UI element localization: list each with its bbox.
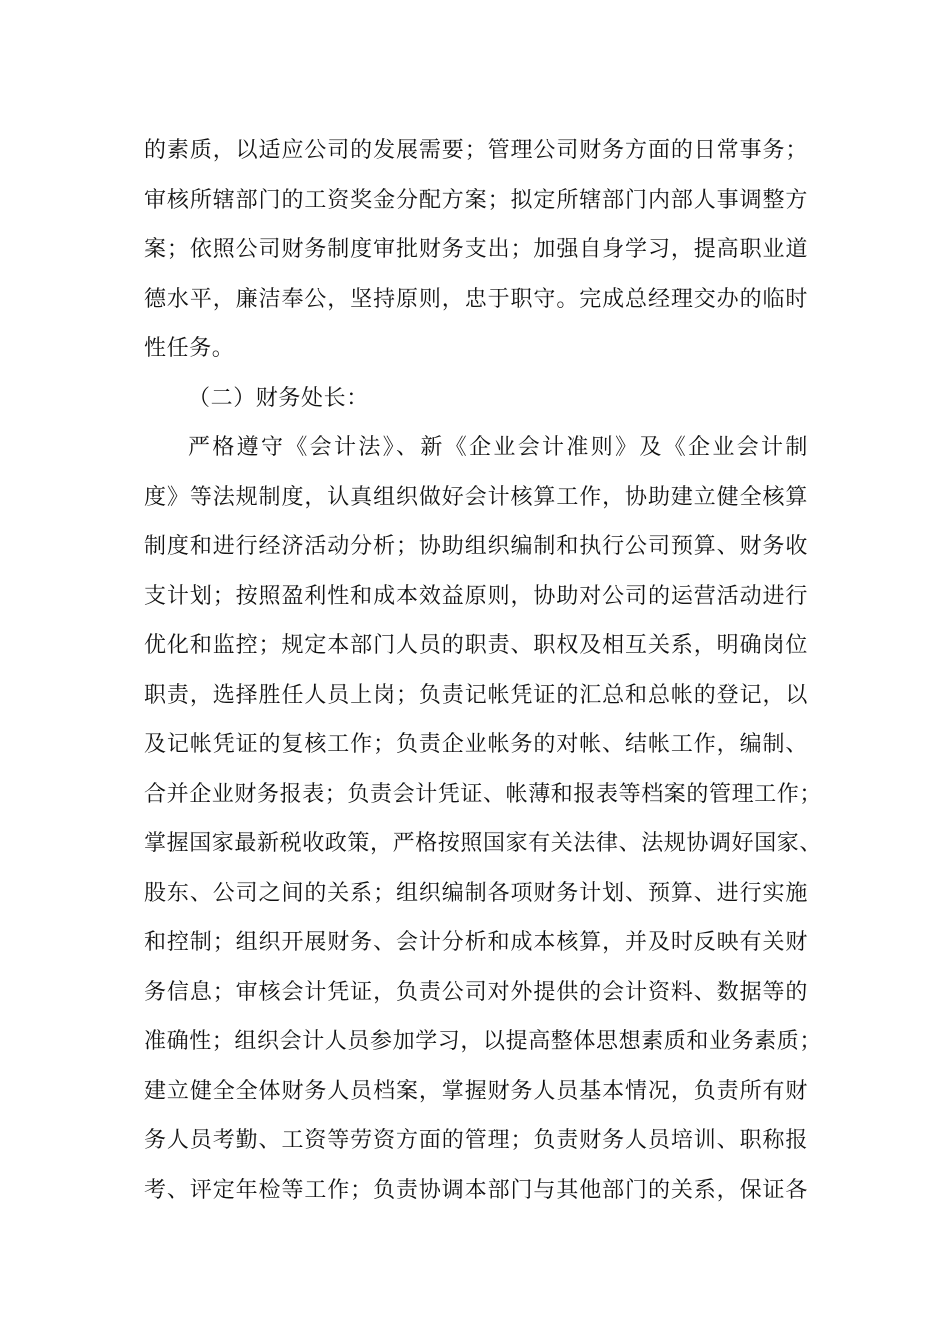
text-line: 支计划；按照盈利性和成本效益原则，协助对公司的运营活动进行 — [144, 583, 808, 609]
text-line: 度》等法规制度，认真组织做好会计核算工作，协助建立健全核算 — [144, 484, 808, 510]
text-line: 制度和进行经济活动分析；协助组织编制和执行公司预算、财务收 — [144, 534, 808, 559]
text-line: 德水平，廉洁奉公，坚持原则，忠于职守。完成总经理交办的临时 — [144, 286, 808, 312]
text-line: 和控制；组织开展财务、会计分析和成本核算，并及时反映有关财 — [144, 930, 808, 955]
text-line: 性任务。 — [144, 336, 235, 361]
text-line: 考、评定年检等工作；负责协调本部门与其他部门的关系，保证各 — [144, 1177, 808, 1203]
section-heading: （二）财务处长： — [188, 385, 369, 411]
text-line: 优化和监控；规定本部门人员的职责、职权及相互关系，明确岗位 — [144, 633, 808, 658]
text-line: 的素质，以适应公司的发展需要；管理公司财务方面的日常事务； — [144, 138, 808, 163]
text-line: 掌握国家最新税收政策，严格按照国家有关法律、法规协调好国家、 — [144, 831, 823, 856]
text-line: 审核所辖部门的工资奖金分配方案；拟定所辖部门内部人事调整方 — [144, 187, 808, 213]
text-line: 务信息；审核会计凭证，负责公司对外提供的会计资料、数据等的 — [144, 979, 808, 1005]
text-line: 案；依照公司财务制度审批财务支出；加强自身学习，提高职业道 — [144, 237, 808, 262]
text-line: 务人员考勤、工资等劳资方面的管理；负责财务人员培训、职称报 — [144, 1128, 808, 1153]
text-line: 及记帐凭证的复核工作；负责企业帐务的对帐、结帐工作，编制、 — [144, 732, 808, 757]
text-line: 职责，选择胜任人员上岗；负责记帐凭证的汇总和总帐的登记，以 — [144, 682, 808, 708]
text-line: 建立健全全体财务人员档案，掌握财务人员基本情况，负责所有财 — [144, 1078, 808, 1104]
document-body — [144, 126, 823, 1215]
text-line: 准确性；组织会计人员参加学习，以提高整体思想素质和业务素质； — [144, 1029, 823, 1054]
text-line: 合并企业财务报表；负责会计凭证、帐薄和报表等档案的管理工作； — [144, 781, 823, 807]
text-line: 股东、公司之间的关系；组织编制各项财务计划、预算、进行实施 — [144, 880, 808, 906]
text-line: 严格遵守《会计法》、新《企业会计准则》及《企业会计制 — [188, 435, 808, 460]
